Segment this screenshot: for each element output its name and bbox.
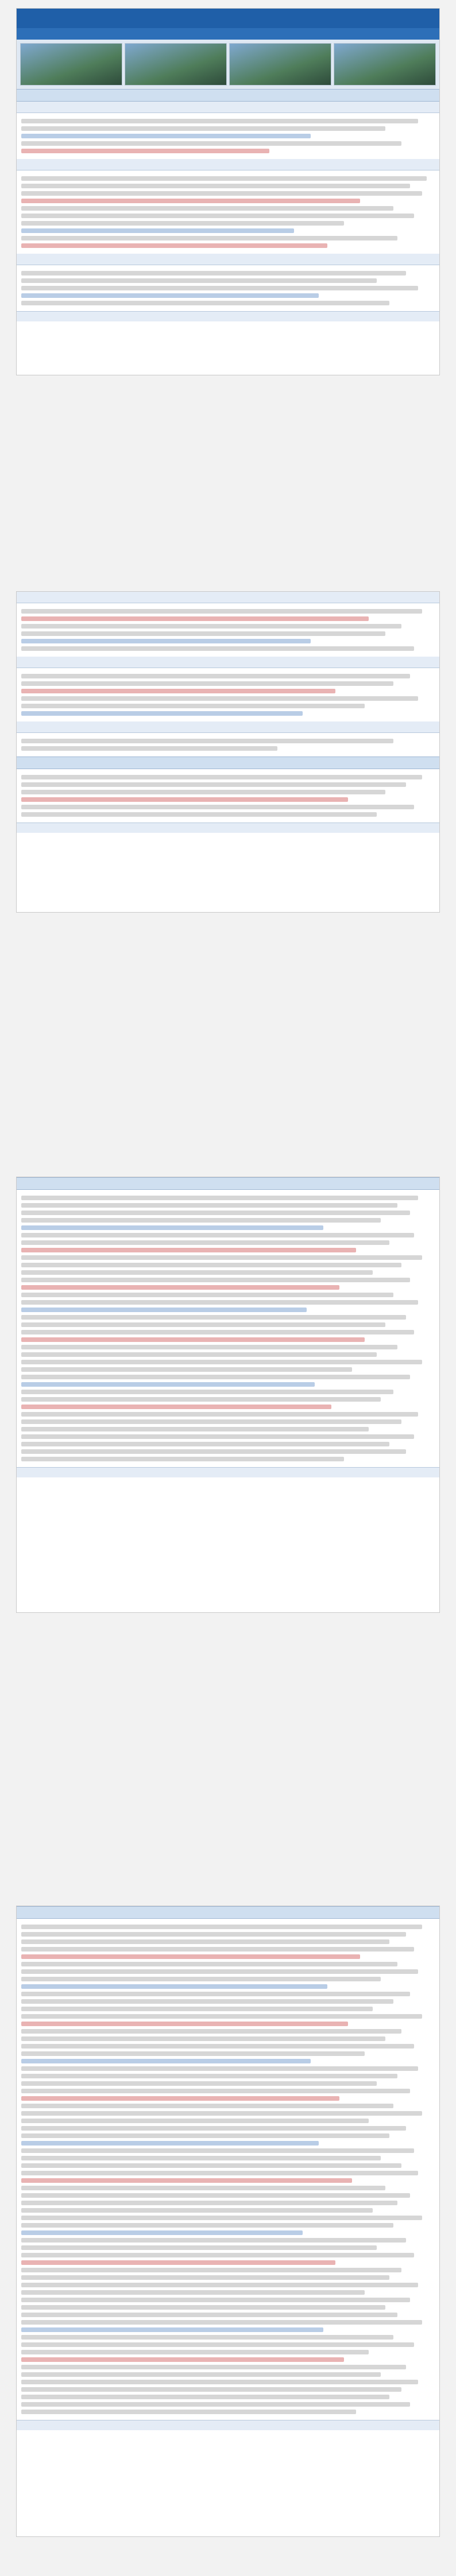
- day-number: [20, 592, 37, 603]
- day-meals: [367, 721, 436, 732]
- section-heading-cost: [17, 1177, 439, 1190]
- day-meals: [367, 592, 436, 603]
- notes-body: [17, 769, 439, 823]
- day-row-header: [17, 254, 439, 265]
- day-description: [17, 113, 439, 159]
- sheet-footer: [17, 823, 439, 833]
- day-number: [20, 159, 37, 170]
- day-row-header: [17, 159, 439, 170]
- day-route: [42, 657, 362, 668]
- photo-strip: [17, 40, 439, 89]
- sheet-footer: [17, 1467, 439, 1477]
- tips-body: [17, 1919, 439, 2420]
- day-row-header: [17, 657, 439, 668]
- day-row-header: [17, 102, 439, 113]
- day-description: [17, 265, 439, 311]
- day-meals: [367, 159, 436, 170]
- photo-river-gorge: [125, 43, 227, 86]
- day-route: [42, 159, 362, 170]
- day-number: [20, 102, 37, 112]
- day-description: [17, 668, 439, 721]
- day-number: [20, 721, 37, 732]
- sheet-footer: [17, 311, 439, 321]
- day-description: [17, 603, 439, 657]
- cost-body: [17, 1190, 439, 1467]
- day-description: [17, 170, 439, 254]
- photo-city-night: [229, 43, 331, 86]
- photo-mountain: [334, 43, 436, 86]
- cost-sheet: [16, 1177, 440, 1613]
- section-heading-itinerary: [17, 89, 439, 102]
- day-number: [20, 657, 37, 668]
- day-route: [42, 592, 362, 603]
- day-row-header: [17, 721, 439, 733]
- section-heading-tips: [17, 1906, 439, 1919]
- sheet-footer: [17, 2420, 439, 2430]
- day-route: [42, 102, 362, 112]
- day-meals: [367, 657, 436, 668]
- photo-cruise-ship: [20, 43, 122, 86]
- day-meals: [367, 254, 436, 265]
- day-route: [42, 721, 362, 732]
- page-subtitle: [17, 28, 439, 40]
- day-meals: [367, 102, 436, 112]
- section-heading-notes: [17, 756, 439, 769]
- itinerary-sheet-2: [16, 591, 440, 913]
- day-number: [20, 254, 37, 265]
- page-title: [17, 9, 439, 28]
- itinerary-sheet-1: [16, 8, 440, 375]
- tips-sheet: [16, 1906, 440, 2537]
- day-description: [17, 733, 439, 756]
- day-row-header: [17, 592, 439, 603]
- day-route: [42, 254, 362, 265]
